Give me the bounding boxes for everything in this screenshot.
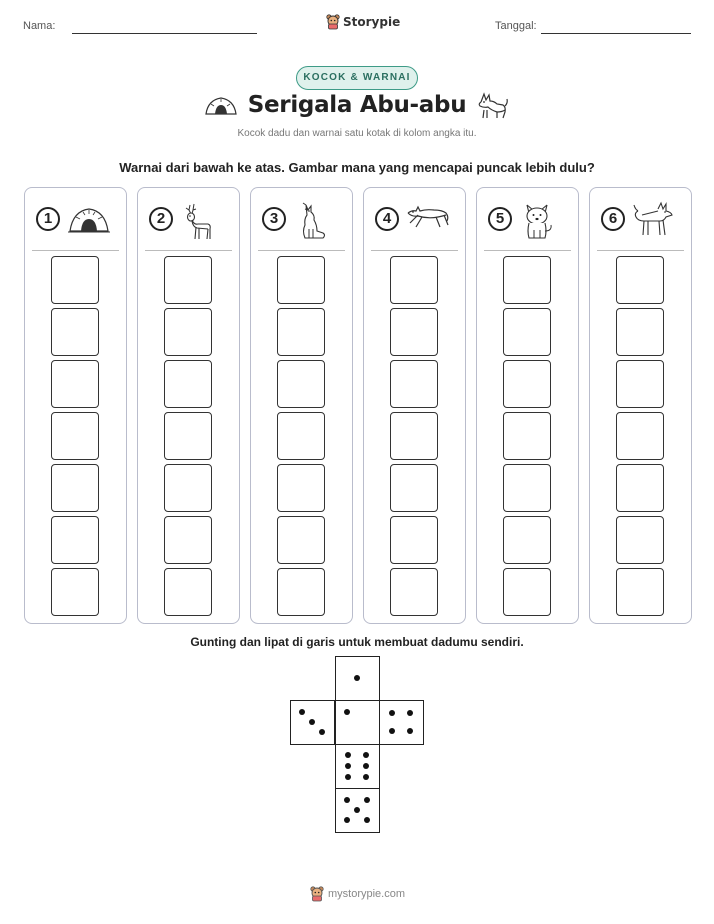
title-row <box>0 90 714 128</box>
name-label: Nama: <box>23 20 56 32</box>
wolf-icon <box>475 90 509 120</box>
color-box[interactable] <box>164 360 212 408</box>
date-line <box>541 33 691 34</box>
race-column-6 <box>589 187 692 624</box>
color-box[interactable] <box>390 412 438 460</box>
dice-pip <box>344 817 350 823</box>
column-divider <box>484 250 571 251</box>
standing-wolf-icon <box>632 201 674 239</box>
column-divider <box>597 250 684 251</box>
color-box[interactable] <box>277 256 325 304</box>
color-box[interactable] <box>164 308 212 356</box>
dice-pip <box>345 774 351 780</box>
storypie-mascot-icon <box>326 14 340 30</box>
dice-face-5 <box>335 788 380 833</box>
dice-pip <box>354 675 360 681</box>
color-box[interactable] <box>503 256 551 304</box>
color-box[interactable] <box>51 308 99 356</box>
dice-pip <box>364 797 370 803</box>
color-box[interactable] <box>616 464 664 512</box>
column-number: 5 <box>488 207 512 231</box>
dice-pip <box>407 710 413 716</box>
color-box[interactable] <box>390 464 438 512</box>
column-divider <box>145 250 232 251</box>
deer-icon <box>180 201 216 241</box>
race-column-4 <box>363 187 466 624</box>
dice-pip <box>407 728 413 734</box>
color-box[interactable] <box>390 308 438 356</box>
color-box[interactable] <box>51 412 99 460</box>
dice-pip <box>344 709 350 715</box>
dice-pip <box>363 763 369 769</box>
dice-face-6 <box>335 744 380 789</box>
date-label: Tanggal: <box>495 20 537 32</box>
dice-face-3 <box>290 700 335 745</box>
race-column-1 <box>24 187 127 624</box>
color-box[interactable] <box>277 464 325 512</box>
dice-pip <box>364 817 370 823</box>
brand-name: Storypie <box>343 15 401 29</box>
footer-url: mystorypie.com <box>328 888 406 900</box>
dice-pip <box>299 709 305 715</box>
dice-face-4 <box>379 700 424 745</box>
dice-net <box>290 656 426 836</box>
dice-pip <box>345 763 351 769</box>
dice-pip <box>354 807 360 813</box>
race-column-5 <box>476 187 579 624</box>
color-box[interactable] <box>51 516 99 564</box>
column-header <box>477 188 578 250</box>
column-header <box>590 188 691 250</box>
dice-pip <box>309 719 315 725</box>
race-column-3 <box>250 187 353 624</box>
color-box[interactable] <box>616 360 664 408</box>
color-box[interactable] <box>616 568 664 616</box>
column-number: 1 <box>36 207 60 231</box>
color-box[interactable] <box>390 516 438 564</box>
dice-pip <box>389 728 395 734</box>
dice-pip <box>389 710 395 716</box>
color-box[interactable] <box>164 412 212 460</box>
column-number: 2 <box>149 207 173 231</box>
color-box[interactable] <box>503 308 551 356</box>
color-box[interactable] <box>51 360 99 408</box>
cut-instruction: Gunting dan lipat di garis untuk membuat dadumu sendiri. <box>190 635 524 649</box>
color-box[interactable] <box>277 568 325 616</box>
activity-badge: KOCOK & WARNAI <box>296 66 418 90</box>
dice-pip <box>345 752 351 758</box>
dice-face-1 <box>335 656 380 701</box>
color-box[interactable] <box>277 412 325 460</box>
running-wolf-icon <box>406 201 450 231</box>
color-box[interactable] <box>164 256 212 304</box>
color-box[interactable] <box>616 256 664 304</box>
column-number: 4 <box>375 207 399 231</box>
cave-icon <box>67 201 111 237</box>
page-footer <box>0 886 714 906</box>
column-divider <box>258 250 345 251</box>
dice-pip <box>344 797 350 803</box>
color-box[interactable] <box>390 256 438 304</box>
column-number: 6 <box>601 207 625 231</box>
color-box[interactable] <box>616 308 664 356</box>
howling-wolf-icon <box>293 201 329 241</box>
column-divider <box>32 250 119 251</box>
column-header <box>25 188 126 250</box>
brand-logo <box>326 14 400 30</box>
page-header <box>0 14 714 44</box>
color-box[interactable] <box>164 464 212 512</box>
column-header <box>251 188 352 250</box>
subtitle: Kocok dadu dan warnai satu kotak di kolom angka itu. <box>237 128 477 139</box>
color-box[interactable] <box>616 412 664 460</box>
column-header <box>138 188 239 250</box>
color-box[interactable] <box>51 464 99 512</box>
color-box[interactable] <box>503 568 551 616</box>
color-box[interactable] <box>277 360 325 408</box>
color-box[interactable] <box>277 308 325 356</box>
color-box[interactable] <box>616 516 664 564</box>
dice-pip <box>319 729 325 735</box>
race-column-2 <box>137 187 240 624</box>
color-box[interactable] <box>51 256 99 304</box>
column-divider <box>371 250 458 251</box>
dice-face-1 <box>335 700 380 745</box>
wolf-pup-icon <box>519 201 557 241</box>
color-box[interactable] <box>164 568 212 616</box>
dice-pip <box>363 752 369 758</box>
color-box[interactable] <box>277 516 325 564</box>
color-box[interactable] <box>390 360 438 408</box>
name-line <box>72 33 257 34</box>
dice-pip <box>363 774 369 780</box>
storypie-mascot-icon <box>310 886 324 902</box>
page-title: Serigala Abu-abu <box>247 92 467 118</box>
column-number: 3 <box>262 207 286 231</box>
color-box[interactable] <box>503 360 551 408</box>
column-header <box>364 188 465 250</box>
instruction: Warnai dari bawah ke atas. Gambar mana yang mencapai puncak lebih dulu? <box>119 160 595 175</box>
color-box[interactable] <box>164 516 212 564</box>
color-box[interactable] <box>503 516 551 564</box>
color-box[interactable] <box>503 464 551 512</box>
color-box[interactable] <box>390 568 438 616</box>
color-box[interactable] <box>503 412 551 460</box>
color-box[interactable] <box>51 568 99 616</box>
